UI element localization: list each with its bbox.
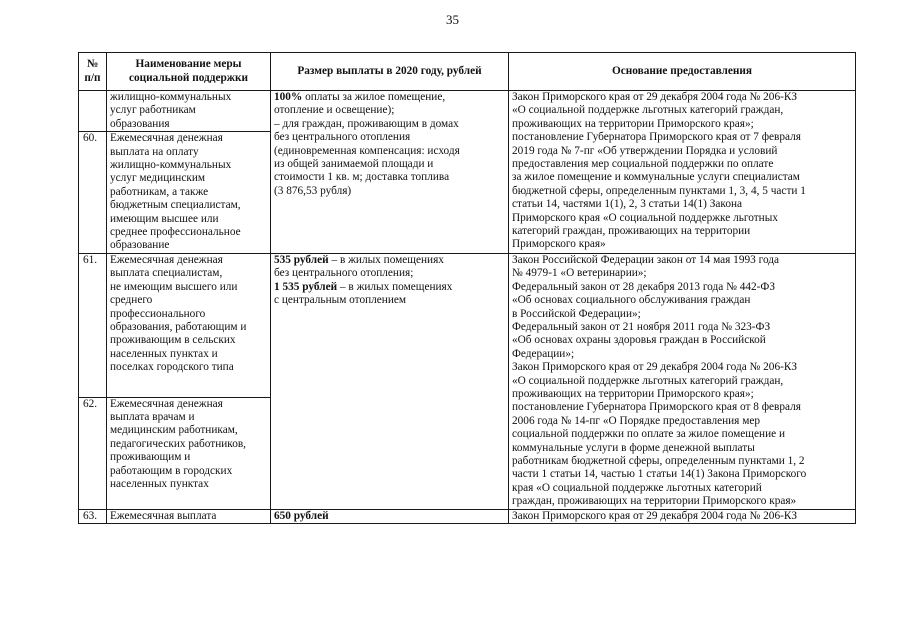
table-row [79, 509, 856, 523]
table-row [79, 91, 856, 132]
header-payment-size: Размер выплаты в 2020 году, рублей [271, 53, 509, 91]
row-number: 63. [79, 509, 107, 523]
row-measure-name: Ежемесячная выплата [107, 509, 271, 523]
header-measure-name: Наименование меры социальной поддержки [107, 53, 271, 91]
row-measure-name: Ежемесячная денежная выплата врачам и медицинским работникам, педагогических работников, проживающим и работающим в городских населенных пунктах [107, 397, 271, 509]
page-number: 35 [446, 12, 459, 27]
row-payment-size: 535 рублей – в жилых помещениях без центрального отопления; 1 535 рублей – в жилых помещениях с центральным отоплением [271, 253, 509, 509]
row-number: 61. [79, 253, 107, 397]
row-basis: Закон Приморского края от 29 декабря 2004 года № 206-КЗ «О социальной поддержке льготных категорий граждан, проживающих на территории Приморского края»; постановление Губернатора Приморского края от 7 февраля 2019 года № 7-пг «Об утверждении Порядка и условий предоставления мер социальной поддержки по оплате за жилое помещение и коммунальные услуги специалистам бюджетной сферы, определенным пунктами 1, 3, 4, 5 части 1 статьи 14, частями 1(1), 2, 3 статьи 14(1) Закона Приморского края «О социальной поддержке льготных категорий граждан, проживающих на территории Приморского края» [509, 91, 856, 254]
row-basis: Закон Приморского края от 29 декабря 2004 года № 206-КЗ [509, 509, 856, 523]
header-basis: Основание предоставления [509, 53, 856, 91]
table-header-row [79, 53, 856, 91]
row-payment-size: 650 рублей [271, 509, 509, 523]
row-number: 60. [79, 132, 107, 254]
row-measure-name: Ежемесячная денежная выплата специалистам, не имеющим высшего или среднего профессионального образования, работающим и проживающим в сельских населенных пунктах и поселках городского типа [107, 253, 271, 397]
row-measure-name: Ежемесячная денежная выплата на оплату жилищно-коммунальных услуг медицинским работникам, а также бюджетным специалистам, имеющим высшее или среднее профессиональное образование [107, 132, 271, 254]
row-payment-size: 100% оплаты за жилое помещение, отопление и освещение); – для граждан, проживающим в домах без центрального отопления (единовременная компенсация: исходя из общей занимаемой площади и стоимости 1 кв. м; доставка топлива (3 876,53 рубля) [271, 91, 509, 254]
row-basis: Закон Российской Федерации закон от 14 мая 1993 года № 4979-1 «О ветеринарии»; Федеральный закон от 28 декабря 2013 года № 442-ФЗ «Об основах социального обслуживания граждан в Российской Федерации»; Федеральный закон от 21 ноября 2011 года № 323-ФЗ «Об основах охраны здоровья граждан в Российской Федерации»; Закон Приморского края от 29 декабря 2004 года № 206-КЗ «О социальной поддержке льготных категорий граждан, проживающих на территории Приморского края»; постановление Губернатора Приморского края от 8 февраля 2006 года № 14-пг «О Порядке предоставления мер социальной поддержки по оплате за жилое помещение и коммунальные услуги в форме денежной выплаты работникам бюджетной сферы, определенным пунктами 1, 2 части 1 статьи 14, частью 1 статьи 14(1) Закона Приморского края «О социальной поддержке льготных категорий граждан, проживающих на территории Приморского края» [509, 253, 856, 509]
row-number: 62. [79, 397, 107, 509]
row-number [79, 91, 107, 132]
header-number: № п/п [79, 53, 107, 91]
row-measure-name: жилищно-коммунальных услуг работникам образования [107, 91, 271, 132]
table-row [79, 253, 856, 397]
benefits-table [78, 52, 856, 524]
